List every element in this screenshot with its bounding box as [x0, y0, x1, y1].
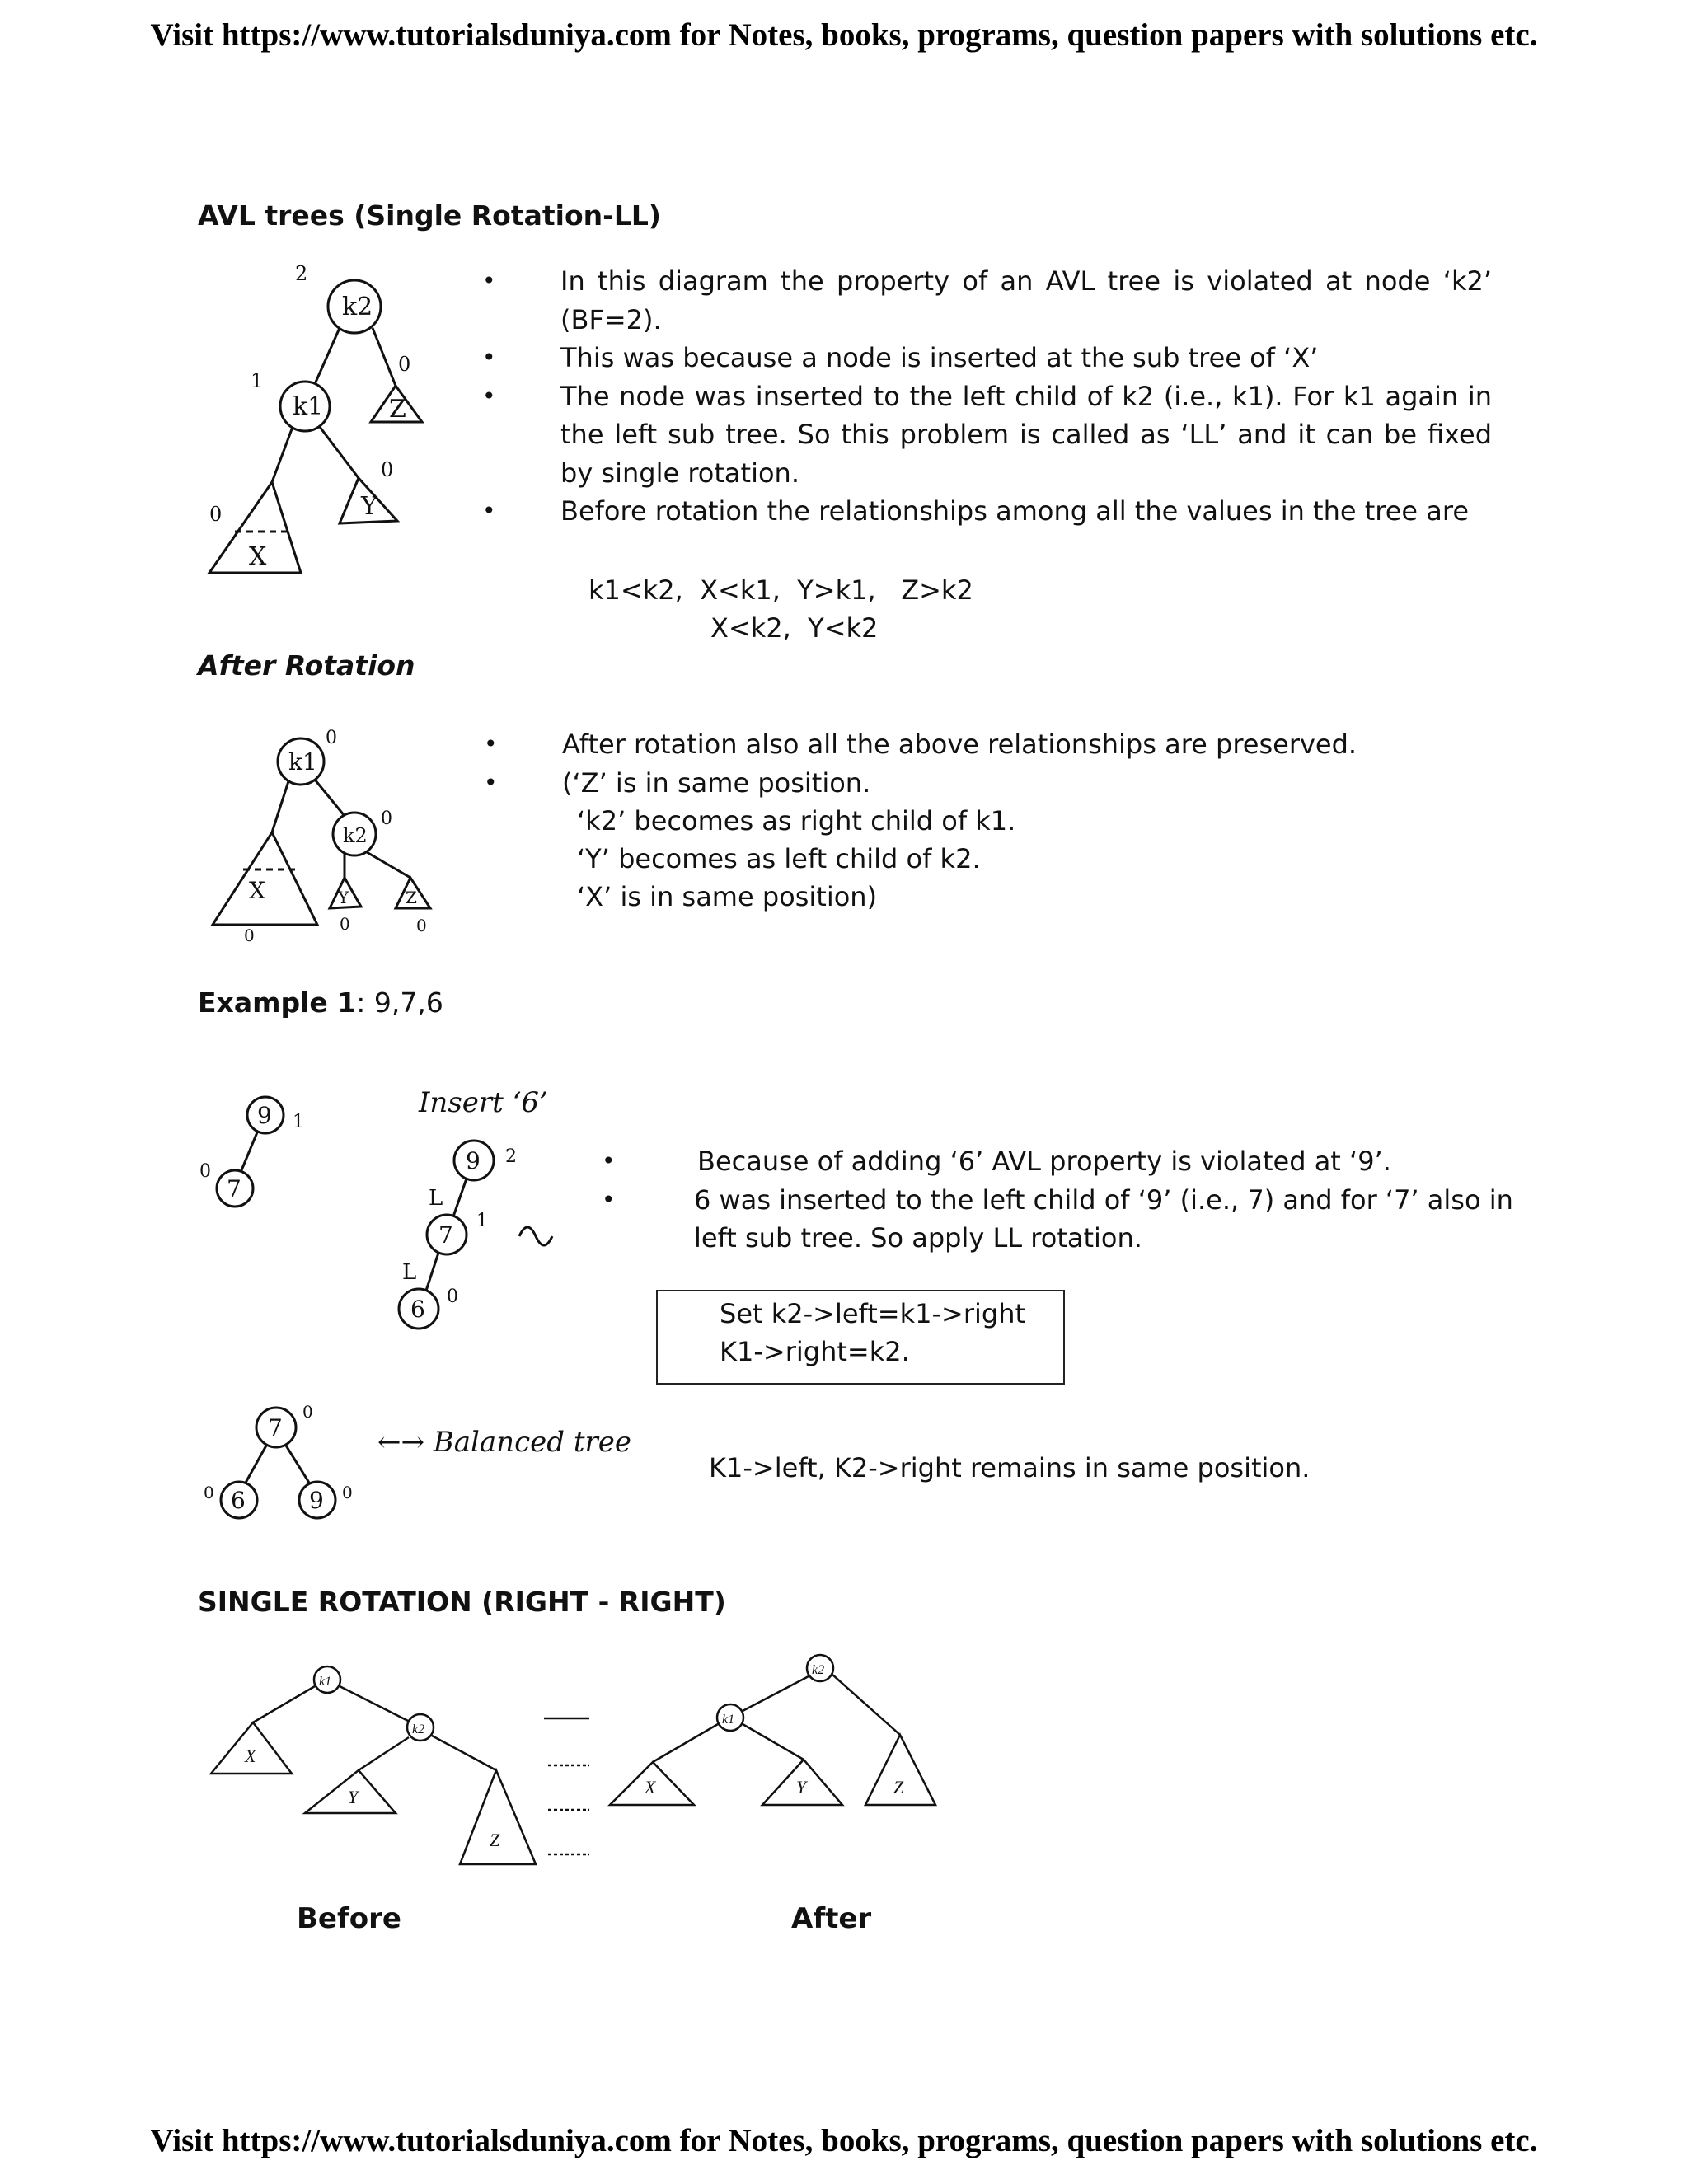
section-heading-avl-ll: AVL trees (Single Rotation-LL) — [198, 199, 661, 232]
node-9: 9 — [257, 1102, 272, 1129]
bf-9: 2 — [505, 1146, 517, 1167]
bf-y: 0 — [381, 458, 394, 481]
caption-before: Before — [297, 1902, 401, 1935]
example1-title — [198, 984, 443, 1023]
node-k2: k2 — [412, 1722, 425, 1736]
bf-k2: 2 — [295, 262, 308, 285]
bullet-item: • The node was inserted to the left child of k2 (i.e., k1). For k1 again in the left sub tree. So this problem is called as ‘LL’ and it can be fixed by single rotation. — [560, 377, 1492, 493]
subtree-z: Z — [406, 888, 417, 907]
example1-sequence: : 9,7,6 — [356, 987, 443, 1019]
section2-bullets — [562, 725, 1551, 802]
example1-bullets — [694, 1142, 1518, 1258]
node-9: 9 — [466, 1147, 481, 1174]
bf-7: 1 — [476, 1211, 488, 1231]
node-k1: k1 — [319, 1675, 332, 1689]
example1-tree-balanced — [194, 1401, 375, 1525]
bullet-item: • 6 was inserted to the left child of ‘9’ (i.e., 7) and for ‘7’ also in left sub tree. So apply LL rotation. — [694, 1181, 1518, 1258]
section2-line: ‘k2’ becomes as right child of k1. — [577, 805, 1016, 837]
bf-k2: 0 — [381, 808, 392, 829]
bullet-item: • In this diagram the property of an AVL tree is violated at node ‘k2’ (BF=2). — [560, 262, 1492, 339]
bottom-banner: Visit https://www.tutorialsduniya.com for Notes, books, programs, question papers with solutions etc. — [150, 2123, 1538, 2158]
relations-line-2: X<k2, Y<k2 — [710, 612, 879, 644]
bullet-item: • This was because a node is inserted at the sub tree of ‘X’ — [560, 339, 1492, 377]
section-heading-rr: SINGLE ROTATION (RIGHT - RIGHT) — [198, 1586, 726, 1618]
bf-x: 0 — [209, 503, 223, 526]
code-box — [656, 1290, 1065, 1385]
bf-6: 0 — [447, 1286, 458, 1307]
remains-text: K1->left, K2->right remains in same position. — [709, 1452, 1311, 1483]
node-7: 7 — [438, 1221, 453, 1249]
diagram-after-ll — [198, 725, 445, 945]
bf-z: 0 — [416, 916, 427, 935]
insert-note: Insert ‘6’ — [419, 1086, 548, 1119]
node-6: 6 — [231, 1487, 246, 1514]
bf-7: 0 — [199, 1161, 211, 1182]
subtree-y: Y — [361, 492, 377, 521]
node-6: 6 — [410, 1296, 425, 1323]
node-k1: k1 — [722, 1713, 735, 1727]
subtree-y: Y — [796, 1777, 807, 1797]
edge-label-l: L — [402, 1260, 417, 1285]
bf-9: 1 — [293, 1112, 304, 1132]
subtree-y: Y — [338, 888, 349, 907]
section2-line: ‘X’ is in same position) — [577, 881, 878, 912]
node-k2: k2 — [342, 293, 373, 321]
example1-label: Example 1 — [198, 987, 357, 1019]
bf-9: 0 — [342, 1483, 353, 1502]
node-k1: k1 — [293, 392, 324, 421]
balanced-note: ←→ Balanced tree — [377, 1426, 631, 1459]
code-line: K1->right=k2. — [720, 1336, 910, 1367]
node-k2: k2 — [343, 824, 368, 847]
bf-6: 0 — [204, 1483, 214, 1502]
subtree-x: X — [249, 542, 267, 571]
bf-y: 0 — [340, 914, 350, 934]
code-line: Set k2->left=k1->right — [720, 1298, 1026, 1329]
section-heading-after-rotation: After Rotation — [198, 649, 415, 682]
bullet-item: • Because of adding ‘6’ AVL property is violated at ‘9’. — [694, 1142, 1518, 1181]
node-k2: k2 — [812, 1663, 825, 1677]
subtree-x: X — [249, 877, 265, 904]
example1-tree-unbalanced — [387, 1129, 569, 1343]
node-9: 9 — [309, 1487, 324, 1514]
subtree-z: Z — [490, 1830, 500, 1850]
example1-tree-initial — [190, 1088, 321, 1220]
section1-bullets — [560, 262, 1492, 531]
bf-k1: 0 — [326, 728, 337, 748]
node-k1: k1 — [288, 748, 317, 776]
subtree-z: Z — [389, 395, 406, 424]
top-banner: Visit https://www.tutorialsduniya.com for Notes, books, programs, question papers with solutions etc. — [150, 17, 1538, 53]
section2-line: ‘Y’ becomes as left child of k2. — [577, 843, 981, 874]
bf-x: 0 — [244, 926, 255, 945]
node-7: 7 — [227, 1175, 241, 1202]
subtree-x: X — [645, 1777, 656, 1797]
bullet-item: • Before rotation the relationships among all the values in the tree are — [560, 492, 1492, 531]
relations-line-1: k1<k2, X<k1, Y>k1, Z>k2 — [588, 574, 973, 606]
subtree-x: X — [245, 1746, 256, 1766]
bf-z: 0 — [398, 353, 411, 376]
edge-label-l: L — [429, 1186, 443, 1211]
bullet-item: • After rotation also all the above relationships are preserved. — [562, 725, 1551, 764]
bf-k1: 1 — [251, 369, 264, 392]
diagram-rr-rotation — [206, 1648, 948, 1887]
node-7: 7 — [268, 1414, 283, 1441]
bullet-item: • (‘Z’ is in same position. — [562, 764, 1551, 803]
diagram-before-ll — [198, 255, 445, 585]
bf-7: 0 — [302, 1402, 313, 1422]
caption-after: After — [791, 1902, 872, 1935]
subtree-z: Z — [893, 1777, 904, 1797]
subtree-y: Y — [348, 1787, 359, 1807]
